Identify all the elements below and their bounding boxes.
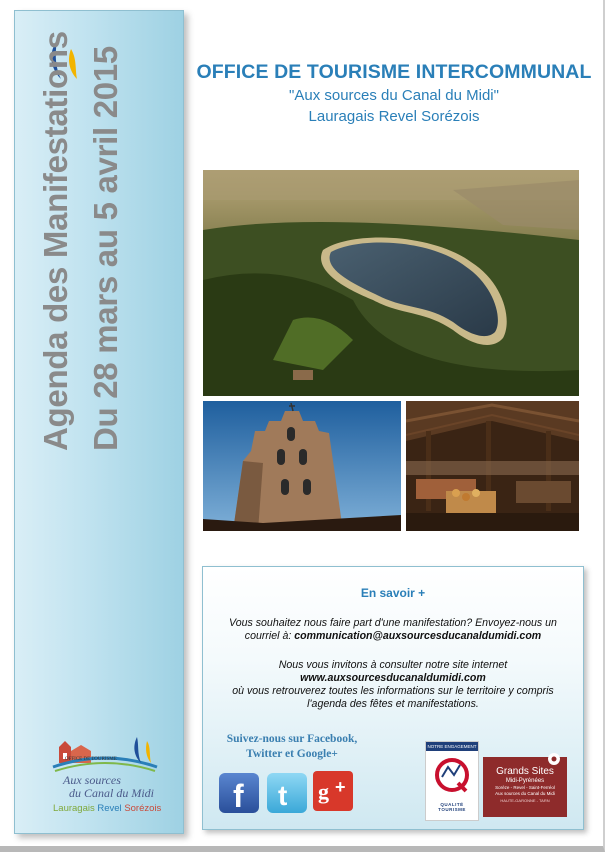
logo-region-lauragais: Lauragais	[53, 803, 95, 814]
qualite-badge-bottom: QUALITÉ TOURISME	[438, 802, 466, 812]
bell-tower-photo	[203, 401, 401, 531]
info-p1-text: Vous souhaitez nous faire part d'une manifestation? Envoyez-nous un courriel à:	[229, 617, 557, 642]
logo-line1: Aux sources	[63, 773, 121, 787]
quality-q-icon	[426, 751, 478, 797]
info-box	[202, 566, 584, 830]
logo-arc-text: OFFICE DE TOURISME	[65, 757, 117, 762]
logo-region-soreze: Sorézois	[124, 803, 162, 814]
grands-sites-sub: Midi-Pyrénées	[505, 778, 545, 784]
website-link[interactable]: www.auxsourcesducanaldumidi.com	[300, 672, 486, 684]
office-region: Lauragais Revel Sorézois	[308, 108, 480, 125]
grands-sites-badge	[483, 757, 567, 817]
info-paragraph-1	[217, 617, 569, 643]
svg-text:g: g	[318, 779, 329, 804]
svg-text:+: +	[335, 777, 346, 797]
svg-text:f: f	[233, 778, 244, 813]
grands-sites-line: Sorèze - Revel - Saint-Ferréol	[495, 785, 555, 790]
grands-sites-flower-icon	[545, 751, 563, 767]
svg-text:t: t	[278, 780, 288, 811]
agenda-title: Agenda des Manifestations	[37, 31, 74, 451]
logo-regions	[53, 803, 161, 814]
facebook-icon[interactable]	[219, 773, 259, 813]
side-banner	[14, 10, 184, 834]
covered-market-photo	[406, 401, 579, 531]
google-plus-icon[interactable]	[313, 771, 353, 811]
info-p2-text: Nous vous invitons à consulter notre site internet	[278, 659, 508, 671]
grands-sites-line2: Aux sources du Canal du Midi	[495, 791, 555, 796]
logo-region-revel: Revel	[97, 803, 122, 814]
date-range: Du 28 mars au 5 avril 2015	[87, 46, 124, 451]
social-follow-text: Suivez-nous sur Facebook, Twitter et Google+	[226, 733, 358, 760]
aerial-lake-photo	[203, 170, 579, 396]
contact-email-link[interactable]: communication@auxsourcesducanaldumidi.com	[294, 630, 542, 642]
info-paragraph-2	[217, 659, 569, 711]
office-title: OFFICE DE TOURISME INTERCOMMUNAL	[196, 61, 592, 83]
office-subtitle: "Aux sources du Canal du Midi"	[289, 87, 499, 104]
logo-line2: du Canal du Midi	[69, 786, 155, 800]
qualite-badge-top: NOTRE ENGAGEMENT	[427, 744, 477, 749]
info-heading: En savoir +	[360, 586, 426, 600]
grands-sites-foot: HAUTE-GARONNE - TARN	[500, 798, 550, 803]
office-header	[196, 58, 592, 128]
qualite-tourisme-badge	[425, 741, 479, 821]
tourism-office-logo	[45, 723, 175, 825]
grands-sites-title: Grands Sites	[496, 766, 554, 777]
twitter-icon[interactable]	[267, 773, 307, 813]
info-p2-rest: où vous retrouverez toutes les informations sur le territoire y compris l'agenda des fêtes et manifestations.	[232, 685, 554, 710]
